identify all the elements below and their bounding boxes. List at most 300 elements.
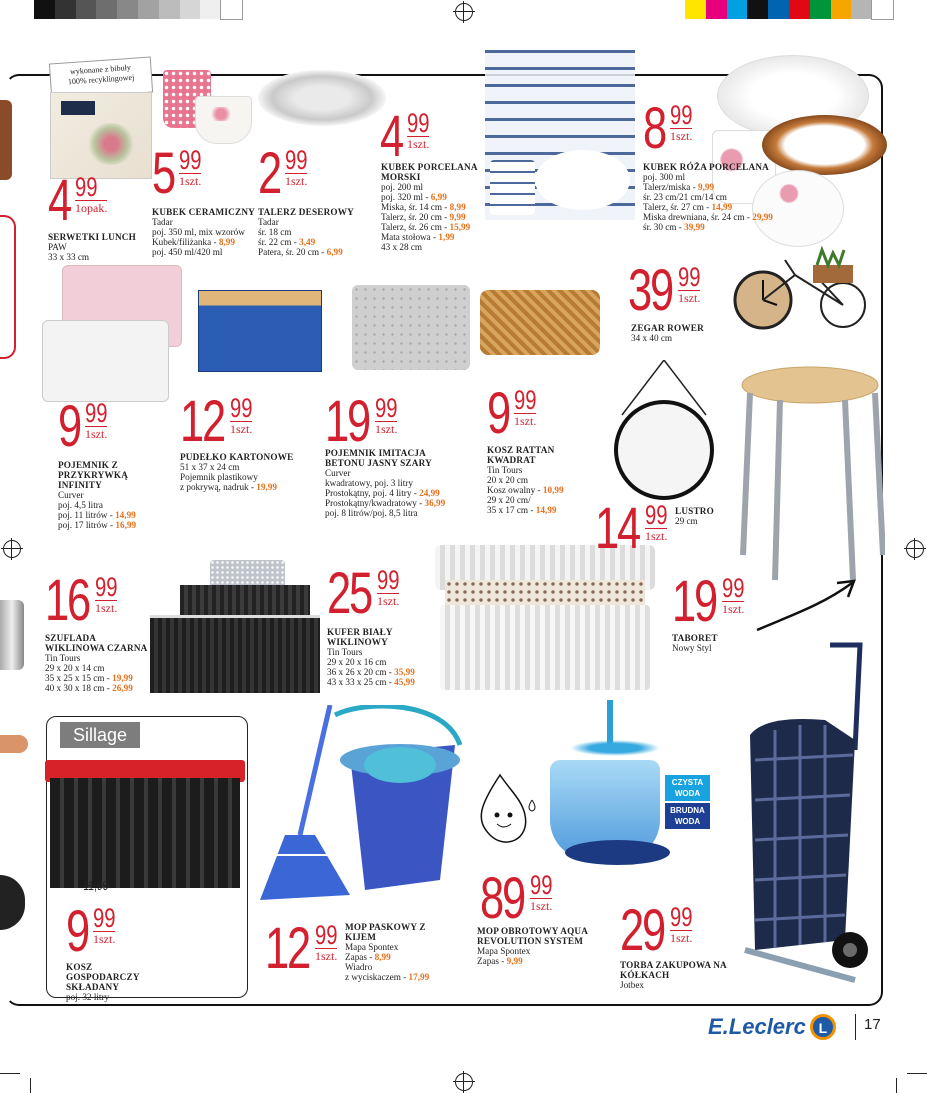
price-unit: 1szt.: [230, 422, 253, 436]
cup-floral-image: [195, 96, 252, 144]
price-talerz-deserowy: [258, 141, 308, 206]
product-info-talerz-deserowy: [258, 207, 373, 257]
detail-text: z wyciskaczem -: [345, 972, 409, 982]
option-price: 9,99: [449, 212, 466, 222]
product-detail-line: [477, 946, 602, 956]
product-detail-line: [381, 222, 491, 232]
left-edge-wood-fragment: [0, 100, 12, 180]
product-name: ZEGAR ROWER: [631, 323, 704, 333]
detail-text: 29 x 20 cm/: [487, 495, 531, 505]
price-cents: 99: [230, 393, 253, 423]
product-info-zegar-rower: [631, 323, 746, 343]
price-cents: 99: [375, 393, 398, 423]
detail-text: z pokrywą, nadruk -: [180, 482, 257, 492]
product-detail-line: [381, 232, 491, 242]
product-detail-line: [66, 992, 166, 1002]
rattan-basket-image: [480, 290, 600, 355]
option-price: 9,99: [697, 182, 715, 192]
price-unit: 1szt.: [95, 601, 118, 615]
color-swatch: [831, 0, 852, 19]
stool-image: [735, 365, 885, 585]
white-wicker-chest-image: [435, 545, 660, 690]
product-info-pudelko: [180, 452, 295, 492]
option-price: 17,99: [408, 972, 430, 982]
napkins-badge: wykonane z bibuły 100% recyklingowej: [49, 56, 153, 99]
detail-text: Tin Tours: [487, 465, 523, 475]
option-price: 9,99: [506, 956, 523, 966]
product-detail-line: [152, 247, 267, 257]
gray-calibration-strip: [34, 0, 242, 19]
detail-text: 29 x 20 x 16 cm: [327, 657, 387, 667]
option-price: 16,99: [115, 520, 137, 530]
price-kubek-porcelana: [380, 104, 430, 169]
clean-water-label: CZYSTA WODA: [665, 775, 710, 801]
detail-text: Mata stołowa -: [381, 232, 439, 242]
product-detail-line: [672, 643, 787, 653]
detail-text: śr. 30 cm -: [643, 222, 685, 232]
detail-text: PAW: [48, 242, 67, 252]
product-info-lustro: [675, 506, 790, 526]
price-integer: 4: [48, 168, 70, 233]
product-detail-line: [643, 212, 773, 222]
product-detail-line: [258, 217, 373, 227]
product-detail-line: [325, 478, 460, 488]
detail-text: Miska, śr. 14 cm -: [381, 202, 450, 212]
price-unit: 1szt.: [315, 949, 338, 963]
price-integer: 2: [258, 141, 280, 206]
detail-text: poj. 200 ml: [381, 182, 424, 192]
product-detail-line: [258, 247, 373, 257]
detail-text: Talerz, śr. 27 cm -: [643, 202, 712, 212]
price-integer: 5: [152, 141, 174, 206]
left-edge-shape-fragment: [0, 215, 16, 359]
cardboard-box-image: [198, 290, 322, 372]
detail-text: poj. 11 litrów -: [58, 510, 116, 520]
color-calibration-strip: [685, 0, 893, 19]
product-detail-line: [675, 516, 790, 526]
price-integer: 12: [265, 916, 309, 981]
price-unit: 1szt.: [179, 174, 202, 188]
price-cents: 99: [407, 108, 430, 138]
price-cents: 99: [315, 920, 338, 950]
product-info-pojemnik-infinity: [58, 460, 158, 530]
color-swatch: [200, 0, 221, 19]
product-detail-line: [45, 663, 155, 673]
product-detail-line: [58, 500, 158, 510]
product-name: LUSTRO: [675, 506, 714, 516]
product-name: PUDEŁKO KARTONOWE: [180, 452, 294, 462]
detail-text: poj. 350 ml, mix wzorów: [152, 227, 245, 237]
product-name: KOSZ RATTAN KWADRAT: [487, 445, 555, 465]
registration-mark-top: [455, 3, 473, 21]
price-unit: 1szt.: [722, 602, 745, 616]
price-integer: 9: [66, 899, 88, 964]
product-detail-line: [643, 172, 773, 182]
price-unit: 1szt.: [530, 899, 553, 913]
option-price: 26,99: [112, 683, 133, 693]
detail-text: Nowy Styl: [672, 643, 712, 653]
detail-text: Pojemnik plastikowy: [180, 472, 258, 482]
mop-bucket-image: [255, 705, 470, 915]
detail-text: Tin Tours: [45, 653, 81, 663]
detail-text: 20 x 20 cm: [487, 475, 529, 485]
product-detail-line: [643, 182, 773, 192]
footer-divider: [855, 1014, 856, 1040]
color-swatch: [727, 0, 748, 19]
detail-text: 35 x 25 x 15 cm -: [45, 673, 113, 683]
option-price: 14,99: [115, 510, 136, 520]
price-cents: 99: [85, 398, 108, 428]
product-info-kosz-rattan: [487, 445, 602, 515]
product-info-taboret: [672, 633, 787, 653]
left-edge-copper-fragment: [0, 735, 28, 753]
product-name: MOP PASKOWY Z KIJEM: [345, 922, 426, 942]
product-detail-line: [487, 505, 602, 515]
option-price: 45,99: [394, 677, 415, 687]
price-serwetki: [48, 168, 108, 233]
product-detail-line: [487, 485, 602, 495]
detail-text: Jotbex: [620, 980, 644, 990]
detail-text: 43 x 28 cm: [381, 242, 423, 252]
price-integer: 39: [628, 258, 672, 323]
option-price: 8,99: [449, 202, 466, 212]
detail-text: 35 x 17 cm -: [487, 505, 536, 515]
option-price: 6,99: [430, 192, 447, 202]
color-swatch: [34, 0, 55, 19]
color-swatch: [685, 0, 706, 19]
product-detail-line: [258, 227, 373, 237]
product-detail-line: [45, 673, 155, 683]
product-detail-line: [643, 192, 773, 202]
product-detail-line: [381, 242, 491, 252]
color-swatch: [810, 0, 831, 19]
shopping-trolley-image: [735, 640, 875, 995]
detail-text: kwadratowy, poj. 3 litry: [325, 478, 413, 488]
detail-text: Curver: [58, 490, 84, 500]
detail-text: Talerz, śr. 20 cm -: [381, 212, 450, 222]
product-info-pojemnik-beton: [325, 448, 460, 518]
product-detail-line: [325, 488, 460, 498]
price-unit: 1szt.: [377, 594, 400, 608]
detail-text: Zapas -: [345, 952, 375, 962]
product-info-szuflada: [45, 633, 155, 693]
detail-text: Wiadro: [345, 962, 373, 972]
price-cents: 99: [93, 903, 116, 933]
price-pojemnik-infinity: [58, 394, 108, 459]
left-edge-cutlery-fragment: [0, 600, 24, 670]
product-detail-line: [58, 490, 158, 500]
price-cents: 99: [95, 572, 118, 602]
detail-text: Tin Tours: [327, 647, 363, 657]
product-detail-line: [477, 956, 602, 966]
detail-text: poj. 32 litry: [66, 992, 110, 1002]
curved-arrow-icon: [752, 575, 862, 635]
price-integer: 12: [180, 389, 224, 454]
price-integer: 89: [480, 866, 524, 931]
price-integer: 14: [595, 496, 639, 561]
product-name: MOP OBROTOWY AQUA REVOLUTION SYSTEM: [477, 926, 588, 946]
detail-text: 33 x 33 cm: [48, 252, 90, 262]
product-info-kubek-roza: [643, 162, 773, 232]
detail-text: Mapa Spontex: [477, 946, 531, 956]
product-name: KUBEK RÓŻA PORCELANA: [643, 162, 770, 172]
detail-text: śr. 23 cm/21 cm/14 cm: [643, 192, 727, 202]
price-integer: 19: [325, 389, 369, 454]
price-kufer: [327, 561, 400, 626]
spin-mop-image: [545, 700, 710, 870]
product-detail-line: [58, 510, 158, 520]
product-detail-line: [327, 647, 437, 657]
product-name: SERWETKI LUNCH: [48, 232, 136, 242]
detail-text: śr. 22 cm -: [258, 237, 300, 247]
price-kubek-roza: [643, 96, 693, 161]
price-cents: 99: [530, 870, 553, 900]
detail-text: poj. 300 ml: [643, 172, 686, 182]
price-cents: 99: [678, 262, 701, 292]
price-unit: 1szt.: [85, 427, 108, 441]
crop-mark: [907, 1073, 927, 1074]
detail-text: 36 x 26 x 20 cm -: [327, 667, 395, 677]
price-kosz-gospodarczy: [66, 899, 116, 964]
option-price: 8,99: [374, 952, 391, 962]
product-name: POJEMNIK IMITACJA BETONU JASNY SZARY: [325, 448, 432, 468]
price-cents: 99: [670, 100, 693, 130]
product-detail-line: [325, 498, 460, 508]
detail-text: Talerz/miska -: [643, 182, 698, 192]
detail-text: Kosz owalny -: [487, 485, 543, 495]
detail-text: poj. 4,5 litra: [58, 500, 103, 510]
price-cents: 99: [645, 500, 668, 530]
product-name: SZUFLADA WIKLINOWA CZARNA: [45, 633, 148, 653]
crop-mark: [0, 1073, 20, 1074]
option-price: 14,99: [711, 202, 733, 212]
detail-text: Mapa Spontex: [345, 942, 399, 952]
brand-logo: [708, 1012, 836, 1042]
detail-text: Prostokątny/kwadratowy -: [325, 498, 425, 508]
detail-text: Miska drewniana, śr. 24 cm -: [643, 212, 753, 222]
detail-text: 40 x 30 x 18 cm -: [45, 683, 113, 693]
price-integer: 8: [643, 96, 665, 161]
product-detail-line: [180, 462, 295, 472]
price-integer: 9: [58, 394, 80, 459]
product-detail-line: [258, 237, 373, 247]
color-swatch: [138, 0, 159, 19]
detail-text: Curver: [325, 468, 351, 478]
price-szuflada: [45, 568, 118, 633]
product-detail-line: [487, 495, 602, 505]
product-name: KOSZ GOSPODARCZY SKŁADANY: [66, 962, 140, 992]
price-cents: 99: [514, 385, 537, 415]
old-price: 11,99: [83, 878, 109, 893]
price-taboret: [672, 569, 745, 634]
option-price: 19,99: [256, 482, 277, 492]
product-detail-line: [345, 972, 455, 982]
crop-mark: [896, 1078, 897, 1093]
detail-text: 29 cm: [675, 516, 698, 526]
napkins-image: [50, 92, 152, 179]
price-pojemnik-beton: [325, 389, 398, 454]
product-detail-line: [487, 465, 602, 475]
color-swatch: [747, 0, 768, 19]
product-detail-line: [180, 482, 295, 492]
brand-name: E.Leclerc: [708, 1014, 806, 1039]
option-price: 6,99: [326, 247, 343, 257]
detail-text: poj. 450 ml/420 ml: [152, 247, 223, 257]
product-detail-line: [345, 962, 455, 972]
wicker-drawer-black-image: [150, 560, 325, 690]
detail-text: 43 x 33 x 25 cm -: [327, 677, 395, 687]
detail-text: poj. 320 ml -: [381, 192, 431, 202]
price-integer: 19: [672, 569, 716, 634]
option-price: 3,49: [299, 237, 316, 247]
infinity-box-white-image: [42, 320, 169, 402]
price-cents: 99: [285, 145, 308, 175]
product-detail-line: [48, 242, 163, 252]
color-swatch: [96, 0, 117, 19]
color-swatch: [851, 0, 872, 19]
price-unit: 1szt.: [93, 932, 116, 946]
price-unit: 1szt.: [678, 291, 701, 305]
product-name: KUBEK PORCELANA MORSKI: [381, 162, 478, 182]
price-cents: 99: [377, 565, 400, 595]
product-detail-line: [152, 227, 267, 237]
color-swatch: [768, 0, 789, 19]
option-price: 15,99: [449, 222, 471, 232]
color-swatch: [706, 0, 727, 19]
brand-l-icon: L: [810, 1014, 836, 1040]
option-price: 29,99: [752, 212, 773, 222]
detail-text: Talerz, śr. 26 cm -: [381, 222, 450, 232]
detail-text: Tadar: [258, 217, 279, 227]
option-price: 8,99: [218, 237, 235, 247]
price-mop-paskowy: [265, 916, 338, 981]
page-number: 17: [864, 1016, 881, 1033]
product-info-serwetki: [48, 232, 163, 262]
product-name: TALERZ DESEROWY: [258, 207, 355, 217]
product-info-kosz-gospodarczy: [66, 962, 166, 1002]
detail-text: Prostokątny, poj. 4 litry -: [325, 488, 420, 498]
price-integer: 25: [327, 561, 371, 626]
price-unit: 1szt.: [670, 931, 693, 945]
price-unit: 1szt.: [645, 529, 668, 543]
product-detail-line: [381, 202, 491, 212]
product-info-kufer: [327, 627, 437, 687]
color-swatch: [159, 0, 180, 19]
product-detail-line: [631, 333, 746, 343]
option-price: 10,99: [542, 485, 564, 495]
product-info-mop-obrotowy: [477, 926, 602, 966]
detail-text: Kubek/filiżanka -: [152, 237, 219, 247]
product-detail-line: [381, 182, 491, 192]
product-detail-line: [152, 217, 267, 227]
product-detail-line: [48, 252, 163, 262]
marine-porcelain-image: [485, 50, 635, 220]
price-integer: 9: [487, 381, 509, 446]
price-cents: 99: [75, 172, 98, 202]
product-name: TABORET: [672, 633, 718, 643]
product-detail-line: [327, 677, 437, 687]
price-integer: 4: [380, 104, 402, 169]
color-swatch: [76, 0, 97, 19]
product-info-torba: [620, 960, 730, 990]
price-unit: 1szt.: [285, 174, 308, 188]
product-detail-line: [345, 952, 455, 962]
product-detail-line: [325, 468, 460, 478]
detail-text: 29 x 20 x 14 cm: [45, 663, 105, 673]
color-swatch: [117, 0, 138, 19]
product-detail-line: [643, 222, 773, 232]
option-price: 19,99: [112, 673, 133, 683]
dessert-plate-image: [258, 70, 386, 126]
price-cents: 99: [179, 145, 202, 175]
product-detail-line: [152, 237, 267, 247]
product-detail-line: [45, 653, 155, 663]
color-swatch: [789, 0, 810, 19]
product-detail-line: [327, 667, 437, 677]
bicycle-clock-image: [725, 245, 870, 330]
product-info-kubek-ceramiczny: [152, 207, 267, 257]
option-price: 14,99: [535, 505, 557, 515]
price-integer: 16: [45, 568, 89, 633]
water-drop-mascot-icon: [470, 770, 550, 855]
concrete-container-image: [352, 285, 470, 370]
product-detail-line: [643, 202, 773, 212]
round-mirror-image: [612, 360, 717, 505]
product-detail-line: [325, 508, 460, 518]
price-unit: 1szt.: [375, 422, 398, 436]
price-torba: [620, 898, 693, 963]
detail-text: Tadar: [152, 217, 173, 227]
dirty-water-label: BRUDNA WODA: [665, 803, 710, 829]
detail-text: 51 x 37 x 24 cm: [180, 462, 240, 472]
price-cents: 99: [722, 573, 745, 603]
folding-crate-image: [45, 760, 245, 890]
product-detail-line: [381, 192, 491, 202]
color-swatch: [180, 0, 201, 19]
detail-text: poj. 8 litrów/poj. 8,5 litra: [325, 508, 418, 518]
detail-text: 34 x 40 cm: [631, 333, 673, 343]
detail-text: śr. 18 cm: [258, 227, 292, 237]
product-name: KUBEK CERAMICZNY: [152, 207, 255, 217]
detail-text: poj. 17 litrów -: [58, 520, 116, 530]
product-detail-line: [381, 212, 491, 222]
price-integer: 29: [620, 898, 664, 963]
color-swatch: [221, 0, 242, 19]
detail-text: Zapas -: [477, 956, 507, 966]
price-unit: 1szt.: [670, 129, 693, 143]
option-price: 24,99: [419, 488, 440, 498]
crop-mark: [30, 1078, 31, 1093]
product-detail-line: [180, 472, 295, 482]
price-mop-obrotowy: [480, 866, 553, 931]
sillage-logo: Sillage: [60, 722, 140, 748]
product-detail-line: [327, 657, 437, 667]
price-zegar-rower: [628, 258, 701, 323]
detail-text: Patera, śr. 20 cm -: [258, 247, 327, 257]
price-cents: 99: [670, 902, 693, 932]
price-kosz-rattan: [487, 381, 537, 446]
product-name: KUFER BIAŁY WIKLINOWY: [327, 627, 393, 647]
product-detail-line: [45, 683, 155, 693]
product-detail-line: [58, 520, 158, 530]
product-detail-line: [487, 475, 602, 485]
registration-mark-bottom: [455, 1073, 473, 1091]
product-name: TORBA ZAKUPOWA NA KÓŁKACH: [620, 960, 727, 980]
product-detail-line: [345, 942, 455, 952]
product-info-kubek-porcelana: [381, 162, 491, 252]
product-detail-line: [620, 980, 730, 990]
price-pudelko: [180, 389, 253, 454]
